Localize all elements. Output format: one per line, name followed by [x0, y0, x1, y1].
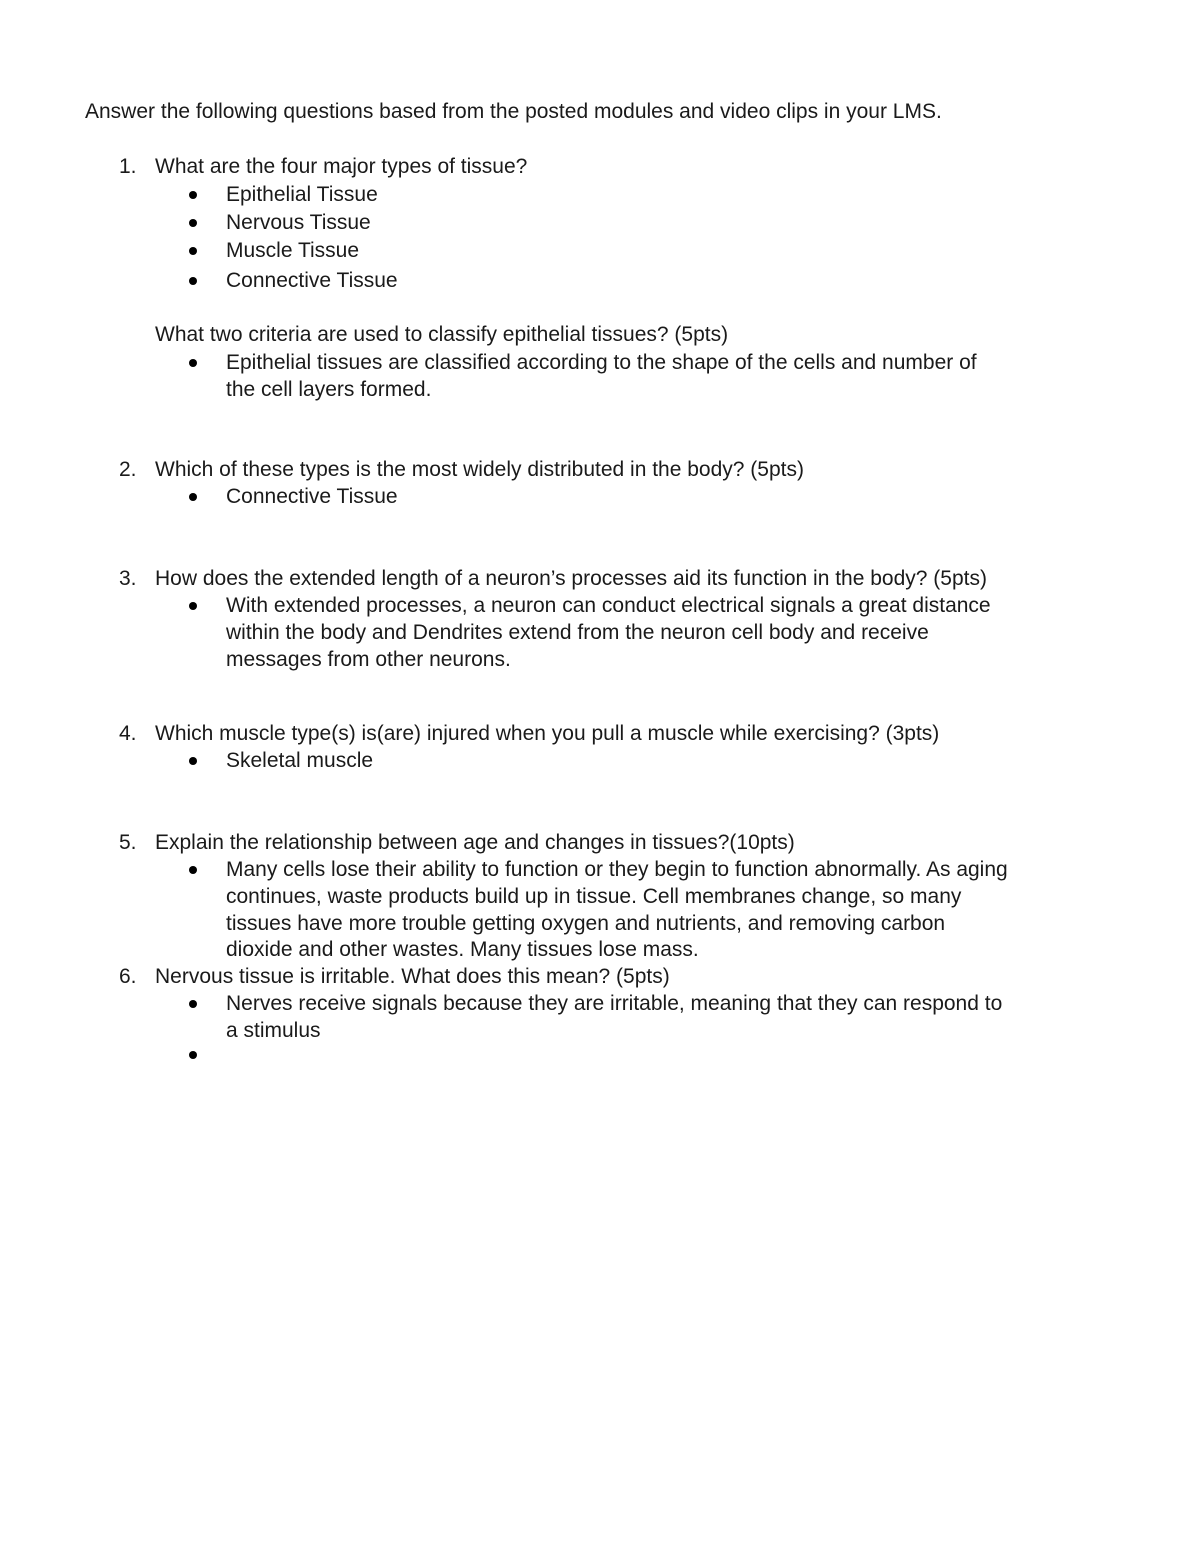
answer-5-line-4: dioxide and other wastes. Many tissues lose mass.	[226, 938, 699, 961]
instructions-text: Answer the following questions based from the posted modules and video clips in your LMS.	[85, 100, 942, 123]
bullet-icon	[189, 359, 197, 367]
answer-6-line-1: Nerves receive signals because they are irritable, meaning that they can respond to	[226, 992, 1003, 1015]
answer-1-item-3: Muscle Tissue	[226, 239, 360, 262]
bullet-icon	[189, 602, 197, 610]
bullet-icon	[189, 1000, 197, 1008]
answer-3-line-3: messages from other neurons.	[226, 648, 511, 671]
question-6-text: Nervous tissue is irritable. What does this mean? (5pts)	[155, 965, 670, 988]
question-5-text: Explain the relationship between age and changes in tissues?(10pts)	[155, 831, 795, 854]
answer-4: Skeletal muscle	[226, 749, 374, 772]
bullet-icon	[189, 247, 197, 255]
bullet-icon	[189, 277, 197, 285]
question-5-number: 5.	[119, 831, 137, 854]
question-1-text: What are the four major types of tissue?	[155, 155, 528, 178]
bullet-icon	[189, 219, 197, 227]
answer-1b-line-1: Epithelial tissues are classified according to the shape of the cells and number of	[226, 351, 977, 374]
question-2-number: 2.	[119, 458, 137, 481]
answer-1-item-4: Connective Tissue	[226, 269, 398, 292]
answer-5-line-1: Many cells lose their ability to function or they begin to function abnormally. As aging	[226, 858, 1008, 881]
question-4-number: 4.	[119, 722, 137, 745]
answer-3-line-2: within the body and Dendrites extend from the neuron cell body and receive	[226, 621, 929, 644]
bullet-icon	[189, 191, 197, 199]
question-3-text: How does the extended length of a neuron’s processes aid its function in the body? (5pts)	[155, 567, 987, 590]
question-4-text: Which muscle type(s) is(are) injured when you pull a muscle while exercising? (3pts)	[155, 722, 940, 745]
question-3-number: 3.	[119, 567, 137, 590]
answer-5-line-3: tissues have more trouble getting oxygen and nutrients, and removing carbon	[226, 912, 946, 935]
question-6-number: 6.	[119, 965, 137, 988]
answer-5-line-2: continues, waste products build up in tissue. Cell membranes change, so many	[226, 885, 962, 908]
answer-1b-line-2: the cell layers formed.	[226, 378, 432, 401]
answer-1-item-1: Epithelial Tissue	[226, 183, 378, 206]
answer-2: Connective Tissue	[226, 485, 398, 508]
answer-3-line-1: With extended processes, a neuron can conduct electrical signals a great distance	[226, 594, 991, 617]
question-1-number: 1.	[119, 155, 137, 178]
question-2-text: Which of these types is the most widely distributed in the body? (5pts)	[155, 458, 804, 481]
bullet-icon	[189, 866, 197, 874]
bullet-icon	[189, 1051, 197, 1059]
answer-1-item-2: Nervous Tissue	[226, 211, 371, 234]
answer-6-line-2: a stimulus	[226, 1019, 321, 1042]
bullet-icon	[189, 757, 197, 765]
question-1b-text: What two criteria are used to classify epithelial tissues? (5pts)	[155, 323, 729, 346]
bullet-icon	[189, 493, 197, 501]
